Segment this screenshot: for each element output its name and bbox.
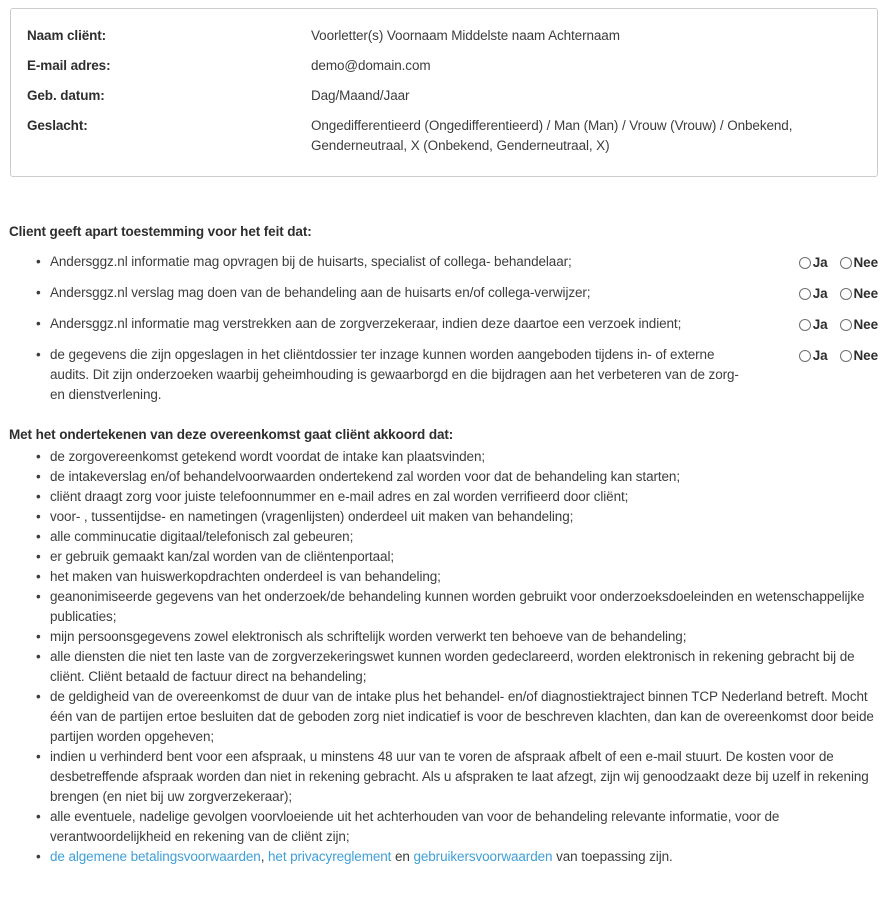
agreement-item: • voor- , tussentijdse- en nametingen (vragenlijsten) onderdeel uit maken van behandeling;: [9, 507, 878, 527]
agreement-item: • het maken van huiswerkopdrachten onderdeel is van behandeling;: [9, 567, 878, 587]
radio-ja-label[interactable]: Ja: [812, 286, 828, 301]
consent-row-4: [9, 345, 878, 405]
radio-option-ja[interactable]: [799, 284, 828, 304]
radio-option-ja[interactable]: [799, 346, 828, 366]
agreement-item-links: [9, 847, 878, 867]
radio-ja[interactable]: [799, 319, 811, 331]
name-value: Voorletter(s) Voornaam Middelste naam Achternaam: [311, 28, 620, 43]
email-value: demo@domain.com: [311, 58, 431, 73]
agreement-item: • mijn persoonsgegevens zowel elektronisch als schriftelijk worden verwerkt ten behoeve van de behandeling;: [9, 627, 878, 647]
radio-ja-label[interactable]: Ja: [812, 348, 828, 363]
info-row-gender: [27, 116, 861, 156]
agreement-list: [9, 447, 878, 867]
agreement-item: • cliënt draagt zorg voor juiste telefoonnummer en e-mail adres en zal worden verrifieerd door cliënt;: [9, 487, 878, 507]
radio-option-nee[interactable]: [840, 253, 878, 273]
radio-option-nee[interactable]: [840, 346, 878, 366]
links-separator-1: ,: [260, 849, 269, 864]
radio-nee[interactable]: [840, 319, 852, 331]
agreement-item: • de intakeverslag en/of behandelvoorwaarden ondertekend zal worden voor dat de behandeling kan starten;: [9, 467, 878, 487]
consent-section-heading: Client geeft apart toestemming voor het feit dat:: [9, 224, 312, 239]
consent-item-text: • Andersggz.nl informatie mag opvragen bij de huisarts, specialist of collega- behandelaar;: [9, 252, 747, 272]
agreement-item: • alle eventuele, nadelige gevolgen voorvloeiende uit het achterhouden van voor de behandeling relevante informatie, voor de verantwoordelijkheid en rekening van de cliënt zijn;: [9, 807, 878, 847]
radio-option-ja[interactable]: [799, 253, 828, 273]
privacyreglement-link[interactable]: het privacyreglement: [268, 849, 392, 864]
info-row-birthdate: [27, 86, 861, 106]
info-row-name: [27, 26, 861, 46]
betalingsvoorwaarden-link[interactable]: de algemene betalingsvoorwaarden: [50, 849, 261, 864]
name-label: Naam cliënt:: [27, 28, 107, 43]
radio-group-4: [799, 345, 878, 366]
info-row-email: [27, 56, 861, 76]
agreement-item: • de geldigheid van de overeenkomst de duur van de intake plus het behandel- en/of diagnostiektraject binnen TCP Nederland betreft. Mocht één van de partijen ertoe besluiten dat de geboden zorg niet indicatief is voor de beschreven klachten, dan kan de overeenkomst door beide partijen worden opgeheven;: [9, 687, 878, 747]
radio-group-1: [799, 252, 878, 273]
radio-ja[interactable]: [799, 257, 811, 269]
consent-list: [9, 252, 878, 405]
agreement-item: • alle diensten die niet ten laste van de zorgverzekeringswet kunnen worden gedeclareerd, worden elektronisch in rekening gebracht bij de cliënt. Cliënt betaald de factuur direct na behandeling;: [9, 647, 878, 687]
gender-value: Ongedifferentieerd (Ongedifferentieerd) / Man (Man) / Vrouw (Vrouw) / Onbekend, Genderneutraal, X (Onbekend, Genderneutraal, X): [311, 118, 793, 153]
radio-ja[interactable]: [799, 350, 811, 362]
radio-ja-label[interactable]: Ja: [812, 317, 828, 332]
radio-group-3: [799, 314, 878, 335]
consent-row-2: [9, 283, 878, 304]
consent-item-text: • Andersggz.nl informatie mag verstrekken aan de zorgverzekeraar, indien deze daartoe een verzoek indient;: [9, 314, 747, 334]
radio-ja-label[interactable]: Ja: [812, 255, 828, 270]
radio-option-nee[interactable]: [840, 284, 878, 304]
radio-ja[interactable]: [799, 288, 811, 300]
links-separator-2: en: [391, 849, 414, 864]
radio-option-nee[interactable]: [840, 315, 878, 335]
radio-option-ja[interactable]: [799, 315, 828, 335]
consent-item-text: • Andersggz.nl verslag mag doen van de behandeling aan de huisarts en/of collega-verwijzer;: [9, 283, 747, 303]
agreement-item: • indien u verhinderd bent voor een afspraak, u minstens 48 uur van te voren de afspraak afbelt of een e-mail stuurt. De kosten voor de desbetreffende afspraak worden dan niet in rekening gebracht. Als u afspraken te laat afzegt, zijn wij genoodzaakt deze bij uzelf in rekening brengen (en niet bij uw zorgverzekeraar);: [9, 747, 878, 807]
email-label: E-mail adres:: [27, 58, 111, 73]
radio-group-2: [799, 283, 878, 304]
gender-label: Geslacht:: [27, 118, 88, 133]
gebruikersvoorwaarden-link[interactable]: gebruikersvoorwaarden: [413, 849, 553, 864]
agreement-item: • geanonimiseerde gegevens van het onderzoek/de behandeling kunnen worden gebruikt voor onderzoeksdoeleinden en wetenschappelijke publicaties;: [9, 587, 878, 627]
birthdate-value: Dag/Maand/Jaar: [311, 88, 410, 103]
links-suffix: van toepassing zijn.: [552, 849, 673, 864]
agreement-section-heading: Met het ondertekenen van deze overeenkomst gaat cliënt akkoord dat:: [9, 427, 454, 442]
agreement-item: • er gebruik gemaakt kan/zal worden van de cliëntenportaal;: [9, 547, 878, 567]
radio-nee[interactable]: [840, 288, 852, 300]
radio-nee-label[interactable]: Nee: [853, 317, 878, 332]
consent-row-1: [9, 252, 878, 273]
agreement-item: • de zorgovereenkomst getekend wordt voordat de intake kan plaatsvinden;: [9, 447, 878, 467]
radio-nee[interactable]: [840, 350, 852, 362]
consent-row-3: [9, 314, 878, 335]
consent-form-page: [0, 8, 892, 867]
radio-nee[interactable]: [840, 257, 852, 269]
birthdate-label: Geb. datum:: [27, 88, 105, 103]
agreement-item: • alle comminucatie digitaal/telefonisch zal gebeuren;: [9, 527, 878, 547]
radio-nee-label[interactable]: Nee: [853, 348, 878, 363]
consent-item-text: • de gegevens die zijn opgeslagen in het cliëntdossier ter inzage kunnen worden aangeboden tijdens in- of externe audits. Dit zijn onderzoeken waarbij geheimhouding is gewaarborgd en die bijdragen aan het verbeteren van de zorg- en dienstverlening.: [9, 345, 747, 405]
radio-nee-label[interactable]: Nee: [853, 255, 878, 270]
client-info-box: [10, 8, 878, 177]
radio-nee-label[interactable]: Nee: [853, 286, 878, 301]
